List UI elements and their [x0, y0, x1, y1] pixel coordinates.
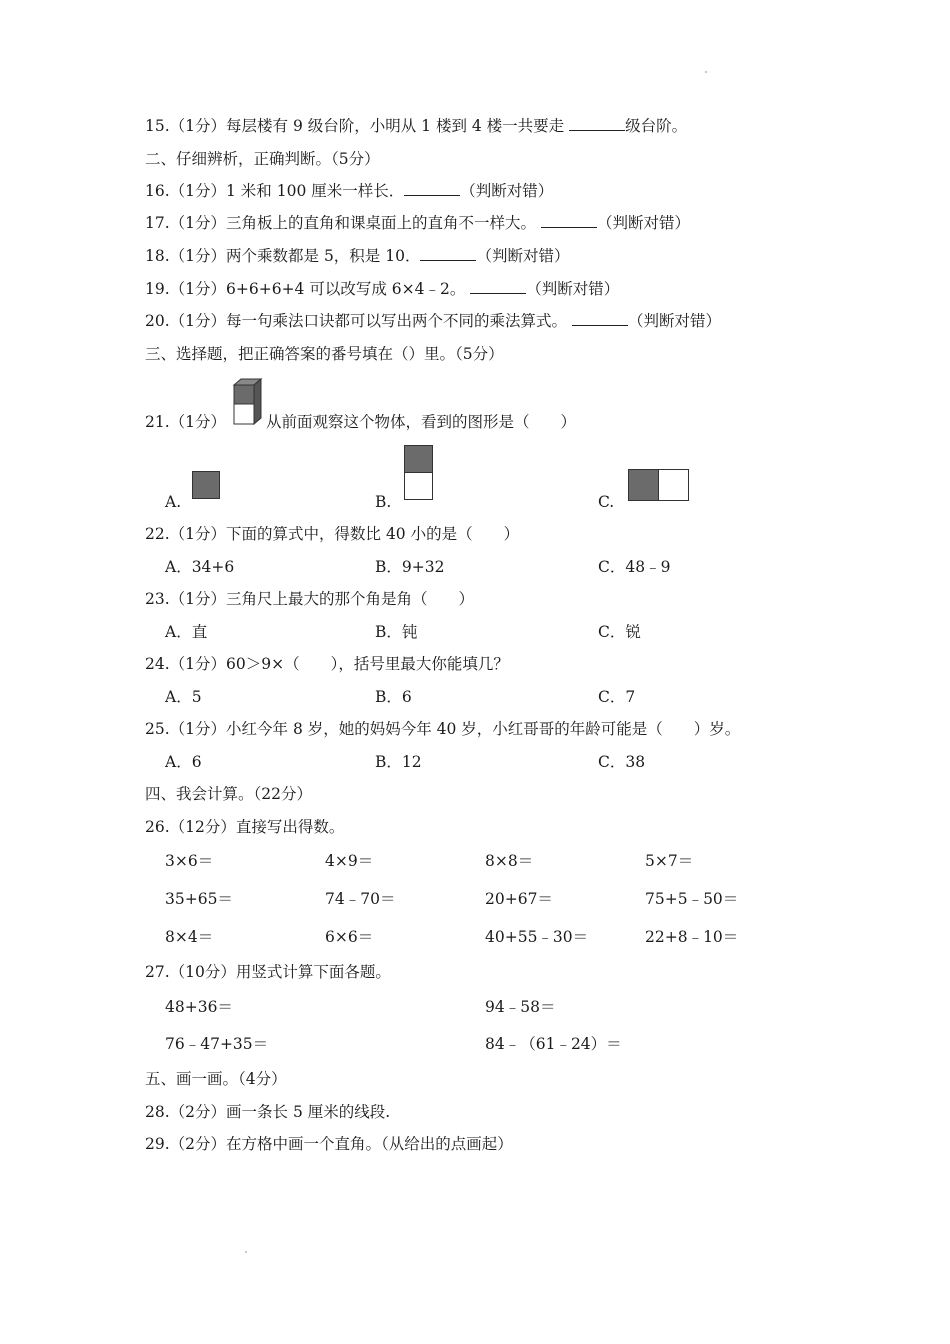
stacked-cubes-figure: [230, 378, 264, 426]
calc-item: 48+36＝: [165, 998, 233, 1016]
option-b[interactable]: B．钝: [375, 623, 418, 641]
option-b[interactable]: B．9+32: [375, 558, 445, 576]
section-4-heading: 四、我会计算。（22分）: [145, 785, 312, 803]
calc-item: 20+67＝: [485, 890, 553, 908]
calc-item: 8×4＝: [165, 928, 214, 946]
question-28: 28.（2分）画一条长 5 厘米的线段.: [145, 1103, 391, 1121]
option-a-label[interactable]: A.: [165, 493, 182, 511]
question-24: 24.（1分）60＞9×（ ），括号里最大你能填几？: [145, 655, 509, 673]
option-b-label[interactable]: B.: [375, 493, 392, 511]
option-b-bottom-square: [404, 472, 433, 500]
calc-item: 22+8﹣10＝: [645, 928, 739, 946]
option-c-right-square: [658, 469, 689, 501]
answer-blank[interactable]: [404, 181, 460, 196]
question-17: 17.（1分）三角板上的直角和课桌面上的直角不一样大。 （判断对错）: [145, 214, 690, 232]
answer-blank[interactable]: [420, 246, 476, 261]
answer-blank[interactable]: [470, 279, 526, 294]
calc-item: 8×8＝: [485, 852, 534, 870]
calc-item: 76﹣47+35＝: [165, 1035, 269, 1053]
calc-item: 84﹣（61﹣24）＝: [485, 1035, 622, 1053]
calc-item: 5×7＝: [645, 852, 694, 870]
question-23: 23.（1分）三角尺上最大的那个角是角（ ）: [145, 590, 475, 608]
question-15: 15.（1分）每层楼有 9 级台阶，小明从 1 楼到 4 楼一共要走 级台阶。: [145, 117, 688, 135]
option-c-left-square: [628, 469, 659, 501]
calc-item: 6×6＝: [325, 928, 374, 946]
option-a[interactable]: A．5: [165, 688, 202, 706]
option-a[interactable]: A．34+6: [165, 558, 235, 576]
calc-item: 3×6＝: [165, 852, 214, 870]
calc-item: 4×9＝: [325, 852, 374, 870]
question-18: 18.（1分）两个乘数都是 5，积是 10． （判断对错）: [145, 247, 570, 265]
answer-blank[interactable]: [572, 311, 628, 326]
calc-item: 74﹣70＝: [325, 890, 396, 908]
question-27: 27.（10分）用竖式计算下面各题。: [145, 963, 391, 981]
section-2-heading: 二、仔细辨析，正确判断。（5分）: [145, 150, 380, 168]
calc-item: 35+65＝: [165, 890, 233, 908]
calc-item: 40+55﹣30＝: [485, 928, 589, 946]
option-a[interactable]: A．直: [165, 623, 208, 641]
option-a[interactable]: A．6: [165, 753, 202, 771]
section-5-heading: 五、画一画。（4分）: [145, 1070, 287, 1088]
option-c[interactable]: C．38: [598, 753, 646, 771]
question-25: 25.（1分）小红今年 8 岁，她的妈妈今年 40 岁，小红哥哥的年龄可能是（ ）岁。: [145, 720, 741, 738]
option-c[interactable]: C．48﹣9: [598, 558, 671, 576]
option-b[interactable]: B．6: [375, 688, 412, 706]
speck: [245, 1251, 247, 1253]
option-a-square: [192, 471, 220, 499]
calc-item: 94﹣58＝: [485, 998, 556, 1016]
section-3-heading: 三、选择题，把正确答案的番号填在（）里。（5分）: [145, 345, 504, 363]
option-b[interactable]: B．12: [375, 753, 422, 771]
question-19: 19.（1分）6+6+6+4 可以改写成 6×4﹣2。 （判断对错）: [145, 280, 620, 298]
calc-item: 75+5﹣50＝: [645, 890, 739, 908]
option-c-label[interactable]: C.: [598, 493, 615, 511]
option-c[interactable]: C．锐: [598, 623, 641, 641]
question-21: 21.（1分） 从前面观察这个物体，看到的图形是（ ）: [145, 413, 577, 431]
question-22: 22.（1分）下面的算式中，得数比 40 小的是（ ）: [145, 525, 520, 543]
answer-blank[interactable]: [569, 116, 625, 131]
question-29: 29.（2分）在方格中画一个直角。（从给出的点画起）: [145, 1135, 513, 1153]
question-20: 20.（1分）每一句乘法口诀都可以写出两个不同的乘法算式。 （判断对错）: [145, 312, 721, 330]
answer-blank[interactable]: [541, 213, 597, 228]
option-b-top-square: [404, 445, 433, 473]
question-16: 16.（1分）1 米和 100 厘米一样长． （判断对错）: [145, 182, 554, 200]
question-26: 26.（12分）直接写出得数。: [145, 818, 345, 836]
option-c[interactable]: C．7: [598, 688, 636, 706]
speck: [705, 71, 707, 73]
